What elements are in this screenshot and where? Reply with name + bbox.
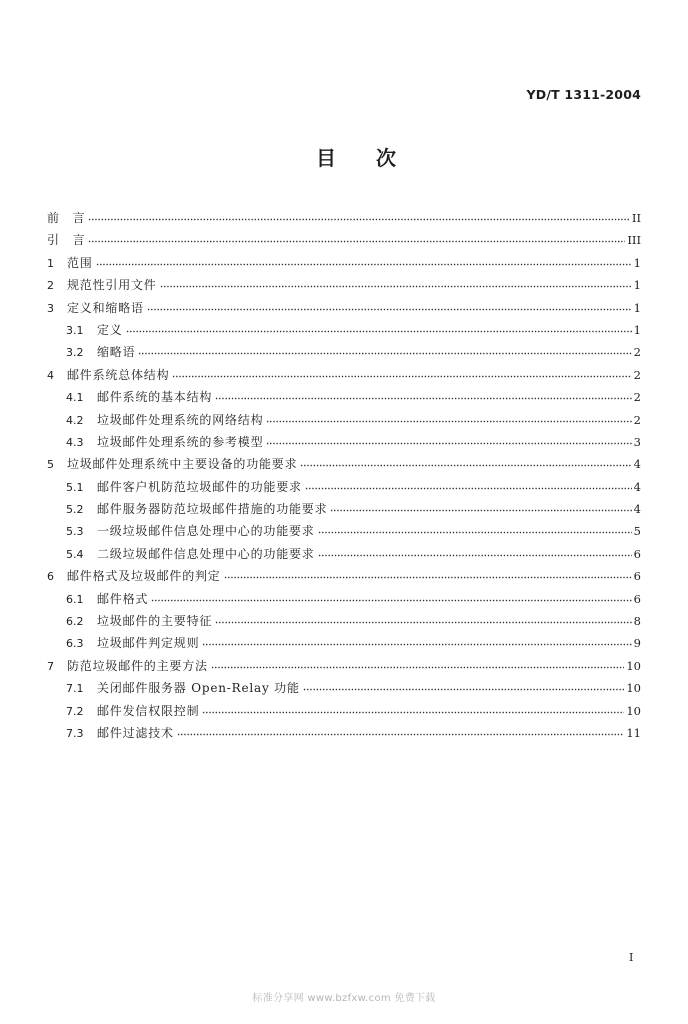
toc-entry-number: 3.1 (66, 323, 84, 337)
toc-entry-number: 5.1 (66, 480, 84, 494)
toc-entry-page: 6 (633, 546, 641, 561)
toc-entry-title: 邮件客户机防范垃圾邮件的功能要求 (97, 479, 302, 494)
toc-entry (47, 498, 641, 520)
toc-entry-number: 5 (47, 458, 54, 472)
dot-leader (126, 327, 632, 334)
dot-leader (303, 685, 625, 692)
toc-entry (47, 274, 641, 296)
toc-entry-title: 缩略语 (97, 345, 136, 360)
toc-entry-page: 10 (626, 658, 641, 673)
toc-entry-title: 邮件系统的基本结构 (97, 390, 213, 405)
toc-entry-number: 5.2 (66, 503, 84, 517)
toc-entry-number: 7 (47, 659, 54, 673)
toc-entry (47, 476, 641, 498)
toc-entry-page: 4 (633, 502, 641, 517)
toc-entry-page: 2 (633, 345, 641, 360)
toc-entry-title: 垃圾邮件的主要特征 (97, 614, 213, 629)
toc-entry-title: 邮件系统总体结构 (67, 367, 170, 382)
toc-entry-page: 6 (633, 569, 641, 584)
toc-entry-page: 2 (633, 367, 641, 382)
dot-leader (330, 506, 631, 513)
toc-entry-number: 6.2 (66, 615, 84, 629)
toc-entry-title: 邮件格式及垃圾邮件的判定 (67, 569, 221, 584)
toc-entry-page: 4 (633, 457, 641, 472)
footer-watermark: 标准分享网 www.bzfxw.com 免费下载 (252, 993, 436, 1004)
toc-entry-title: 垃圾邮件处理系统中主要设备的功能要求 (67, 457, 298, 472)
toc-entry-page: 3 (633, 434, 641, 449)
toc-entry-page: 1 (633, 255, 641, 270)
toc-entry-page: 11 (626, 725, 641, 740)
toc-entry-number: 1 (47, 256, 54, 270)
toc-entry (47, 520, 641, 542)
toc-entry-number: 6.3 (66, 637, 84, 651)
toc-entry-page: 4 (633, 479, 641, 494)
toc-entry-title: 定义 (97, 322, 123, 337)
toc-entry-page: III (627, 233, 641, 248)
dot-leader (96, 260, 632, 267)
toc-entry-page: 2 (633, 390, 641, 405)
toc-entry (47, 364, 641, 386)
toc-entry (47, 252, 641, 274)
toc-entry-number: 6 (47, 570, 54, 584)
toc-entry-number: 4.1 (66, 391, 84, 405)
page-title: 目 次 (316, 146, 396, 170)
page-number: I (629, 951, 634, 964)
toc-entry (47, 700, 641, 722)
toc-entry (47, 632, 641, 654)
dot-leader (138, 349, 631, 356)
toc-entry-title: 垃圾邮件判定规则 (97, 636, 200, 651)
toc-entry-number: 7.3 (66, 726, 84, 740)
toc-entry-page: 1 (633, 322, 641, 337)
toc-entry (47, 229, 641, 251)
dot-leader (88, 237, 625, 244)
toc-entry-title: 定义和缩略语 (67, 300, 144, 315)
dot-leader (172, 372, 631, 379)
toc-entry (47, 207, 641, 229)
toc-entry (47, 543, 641, 565)
toc-entry (47, 588, 641, 610)
toc-entry-title: 引 言 (47, 233, 86, 248)
table-of-contents (47, 207, 641, 744)
toc-entry-page: 10 (626, 703, 641, 718)
standard-number: YD/T 1311-2004 (526, 87, 641, 102)
toc-entry-number: 3 (47, 301, 54, 315)
dot-leader (305, 484, 632, 491)
toc-entry (47, 677, 641, 699)
toc-entry-number: 4.2 (66, 413, 84, 427)
toc-entry-title: 邮件服务器防范垃圾邮件措施的功能要求 (97, 502, 328, 517)
dot-leader (177, 730, 625, 737)
toc-entry-number: 5.3 (66, 525, 84, 539)
toc-entry (47, 431, 641, 453)
toc-entry (47, 409, 641, 431)
toc-entry-title: 范围 (67, 255, 93, 270)
toc-entry-title: 垃圾邮件处理系统的网络结构 (97, 412, 264, 427)
toc-entry (47, 341, 641, 363)
toc-entry-title: 邮件格式 (97, 591, 149, 606)
dot-leader (215, 618, 631, 625)
toc-entry-title: 规范性引用文件 (67, 278, 157, 293)
toc-entry (47, 655, 641, 677)
dot-leader (215, 394, 631, 401)
dot-leader (266, 417, 631, 424)
dot-leader (224, 573, 632, 580)
toc-entry (47, 386, 641, 408)
toc-entry (47, 610, 641, 632)
dot-leader (147, 305, 632, 312)
toc-entry (47, 722, 641, 744)
toc-entry-number: 5.4 (66, 547, 84, 561)
dot-leader (202, 708, 624, 715)
toc-entry-number: 4 (47, 368, 54, 382)
toc-entry (47, 565, 641, 587)
dot-leader (318, 528, 632, 535)
toc-entry-title: 垃圾邮件处理系统的参考模型 (97, 434, 264, 449)
dot-leader (151, 596, 631, 603)
toc-entry-number: 2 (47, 279, 54, 293)
toc-entry-page: 9 (633, 636, 641, 651)
dot-leader (202, 640, 631, 647)
toc-entry-title: 二级垃圾邮件信息处理中心的功能要求 (97, 546, 315, 561)
dot-leader (318, 551, 632, 558)
dot-leader (211, 663, 625, 670)
toc-entry-number: 4.3 (66, 435, 84, 449)
toc-entry-number: 7.1 (66, 682, 84, 696)
toc-entry-page: II (631, 211, 641, 225)
toc-entry-number: 3.2 (66, 346, 84, 360)
toc-entry-title: 前 言 (47, 211, 86, 225)
toc-entry-title: 邮件发信权限控制 (97, 703, 200, 718)
toc-entry-number: 6.1 (66, 592, 84, 606)
toc-entry-page: 5 (633, 524, 641, 539)
toc-entry-page: 8 (633, 614, 641, 629)
dot-leader (300, 461, 631, 468)
toc-entry-number: 7.2 (66, 704, 84, 718)
toc-entry-page: 1 (633, 278, 641, 293)
toc-entry-page: 1 (633, 300, 641, 315)
dot-leader (88, 215, 630, 222)
toc-entry-title: 防范垃圾邮件的主要方法 (67, 658, 208, 673)
toc-entry (47, 319, 641, 341)
toc-entry-title: 邮件过滤技术 (97, 725, 174, 740)
toc-entry-page: 10 (626, 681, 641, 696)
toc-entry (47, 297, 641, 319)
dot-leader (266, 439, 631, 446)
dot-leader (160, 282, 632, 289)
toc-entry-page: 2 (633, 412, 641, 427)
toc-entry (47, 453, 641, 475)
toc-entry-page: 6 (633, 591, 641, 606)
toc-entry-title: 关闭邮件服务器 Open-Relay 功能 (97, 681, 300, 696)
toc-entry-title: 一级垃圾邮件信息处理中心的功能要求 (97, 524, 315, 539)
